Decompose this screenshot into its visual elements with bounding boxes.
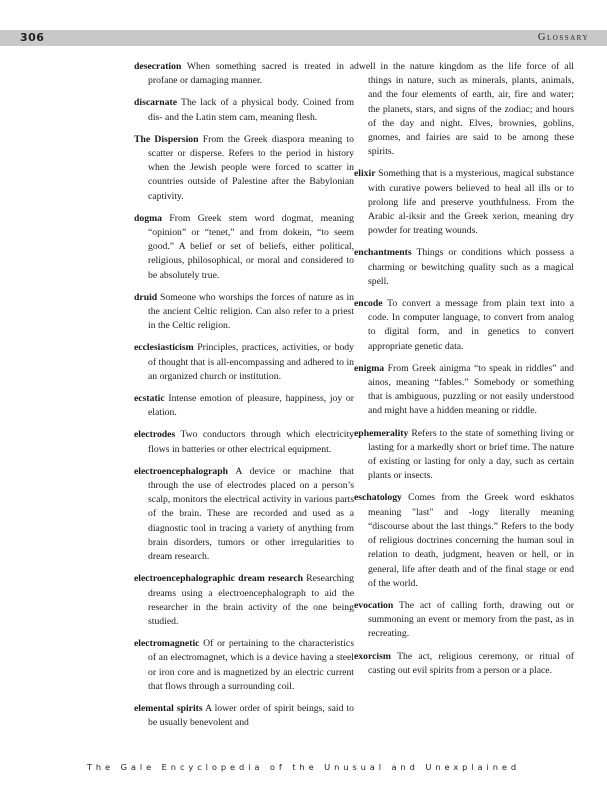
entry-term: exorcism bbox=[354, 650, 391, 662]
section-title: Glossary bbox=[537, 32, 589, 43]
glossary-entry bbox=[134, 572, 354, 629]
header-bar bbox=[0, 30, 607, 46]
glossary-entry bbox=[134, 392, 354, 420]
entry-term: ecstatic bbox=[134, 393, 165, 405]
left-column bbox=[134, 60, 354, 738]
entry-definition: To convert a message from plain text into a code. In computer language, to convert from analog to digital form, and in genetics to convert appropriate genetic data. bbox=[368, 298, 574, 352]
entry-term: enigma bbox=[354, 362, 385, 374]
entry-definition: Two conductors through which electricity flows in batteries or other electrical equipment. bbox=[148, 429, 354, 455]
glossary-entry bbox=[354, 491, 574, 590]
glossary-entry bbox=[354, 427, 574, 484]
entry-definition: From Greek stem word dogmat, meaning “opinion” or “tenet,” and from dokein, “to seem good.” A belief or set of beliefs, either political, religious, philosophical, or moral and considered to be absolutely true. bbox=[148, 212, 355, 281]
glossary-entry bbox=[354, 362, 574, 419]
entry-term: The Dispersion bbox=[134, 133, 199, 145]
entry-term: eschatology bbox=[354, 492, 402, 504]
continued-definition: dwell in the nature kingdom as the life force of all things in nature, such as minerals, plants, animals, and the four elements of earth, air, fire and water; the planets, stars, and signs of the zodiac; and hours of the day and night. Elves, brownies, goblins, gnomes, and fairies are said to be among these spirits. bbox=[354, 61, 574, 158]
entry-term: encode bbox=[354, 298, 383, 310]
entry-term: electromagnetic bbox=[134, 638, 200, 650]
glossary-entry bbox=[134, 133, 354, 204]
glossary-entry bbox=[134, 341, 354, 384]
entry-term: ecclesiasticism bbox=[134, 342, 194, 354]
entry-definition: Of or pertaining to the characteristics of an electromagnet, which is a device having a steel or iron core and is magnetized by an electric current that flows through a surrounding coil. bbox=[148, 638, 354, 692]
entry-term: ephemerality bbox=[354, 427, 409, 439]
entry-term: elixir bbox=[354, 168, 376, 180]
glossary-entry bbox=[354, 650, 574, 678]
entry-definition: From Greek ainigma “to speak in riddles” and ainos, meaning “fables.” Somebody or something that is ambiguous, puzzling or not easily understood and might have a hidden meaning or riddle. bbox=[368, 362, 575, 417]
entry-definition: The lack of a physical body. Coined from dis- and the Latin stem cam, meaning flesh. bbox=[148, 97, 354, 123]
glossary-entry bbox=[134, 465, 354, 564]
glossary-entry bbox=[134, 702, 354, 730]
entry-term: desecration bbox=[134, 61, 182, 72]
glossary-entry bbox=[354, 297, 574, 354]
glossary-entry bbox=[134, 96, 354, 124]
entry-term: druid bbox=[134, 291, 158, 303]
glossary-entry bbox=[134, 212, 354, 283]
entry-definition: A device or machine that through the use of electrodes placed on a person’s scalp, monitors the electrical activity in various parts of the brain. These are recorded and used as a diagnostic tool in tracing a variety of anything from brain disorders, tumors or other irregularities to dream research. bbox=[148, 465, 354, 563]
entry-definition: Researching dreams using a electroencephalograph to aid the researcher in the brain activity of the one being studied. bbox=[148, 573, 355, 627]
footer-title: The Gale Encyclopedia of the Unusual and Unexplained bbox=[86, 762, 521, 772]
entry-term: electroencephalographic dream research bbox=[134, 573, 304, 585]
entry-definition: Someone who worships the forces of nature as in the ancient Celtic religion. Can also refer to a priest in the Celtic religion. bbox=[148, 291, 354, 332]
entry-definition: Principles, practices, activities, or body of thought that is all-encompassing and adhered to in an organized church or institution. bbox=[148, 342, 354, 382]
right-column bbox=[354, 60, 574, 686]
entry-definition: When something sacred is treated in a profane or damaging manner. bbox=[148, 61, 354, 87]
entry-definition: Intense emotion of pleasure, happiness, joy or elation. bbox=[148, 393, 354, 419]
entry-term: elemental spirits bbox=[134, 702, 203, 714]
glossary-entry bbox=[134, 428, 354, 456]
entry-definition: Something that is a mysterious, magical substance with curative powers believed to heal all ills or to prolong life and preserve youthfulness. From the Arabic al-iksir and the Greek xerion, meaning dry powder for treating wounds. bbox=[368, 168, 574, 237]
entry-term: electroencephalograph bbox=[134, 465, 228, 477]
entry-term: electrodes bbox=[134, 429, 176, 441]
entry-term: evocation bbox=[354, 599, 394, 611]
entry-definition: Comes from the Greek word eskhatos meaning "last" and -logy literally meaning “discourse about the last things.” Refers to the body of religious doctrines concerning the human soul in relation to death, judgment, heaven or hell, or in general, life after death and of the final stage or end of the world. bbox=[368, 492, 575, 589]
entry-term: enchantments bbox=[354, 247, 412, 259]
glossary-entry bbox=[354, 167, 574, 238]
entry-definition: Things or conditions which possess a charming or bewitching quality such as a magical spell. bbox=[368, 247, 574, 287]
glossary-entry bbox=[134, 637, 354, 694]
entry-term: dogma bbox=[134, 212, 162, 224]
glossary-entry bbox=[134, 291, 354, 334]
entry-term: discarnate bbox=[134, 97, 178, 109]
entry-definition: The act, religious ceremony, or ritual of casting out evil spirits from a person or a place. bbox=[368, 650, 574, 676]
page-number: 306 bbox=[20, 31, 45, 44]
glossary-entry bbox=[354, 246, 574, 289]
entry-definition: The act of calling forth, drawing out or summoning an event or memory from the past, as in recreating. bbox=[368, 599, 575, 640]
entry-definition: From the Greek diaspora meaning to scatter or disperse. Refers to the period in history when the Jewish people were forced to scatter in countries outside of Palestine after the Babylonian captivity. bbox=[148, 133, 354, 202]
glossary-entry bbox=[354, 599, 574, 642]
entry-definition: A lower order of spirit beings, said to be usually benevolent and bbox=[148, 702, 354, 729]
entry-definition: Refers to the state of something living or lasting for a markedly short or brief time. The nature of existing or lasting for only a day, such as certain plants or insects. bbox=[368, 427, 575, 482]
glossary-entry bbox=[134, 60, 354, 88]
